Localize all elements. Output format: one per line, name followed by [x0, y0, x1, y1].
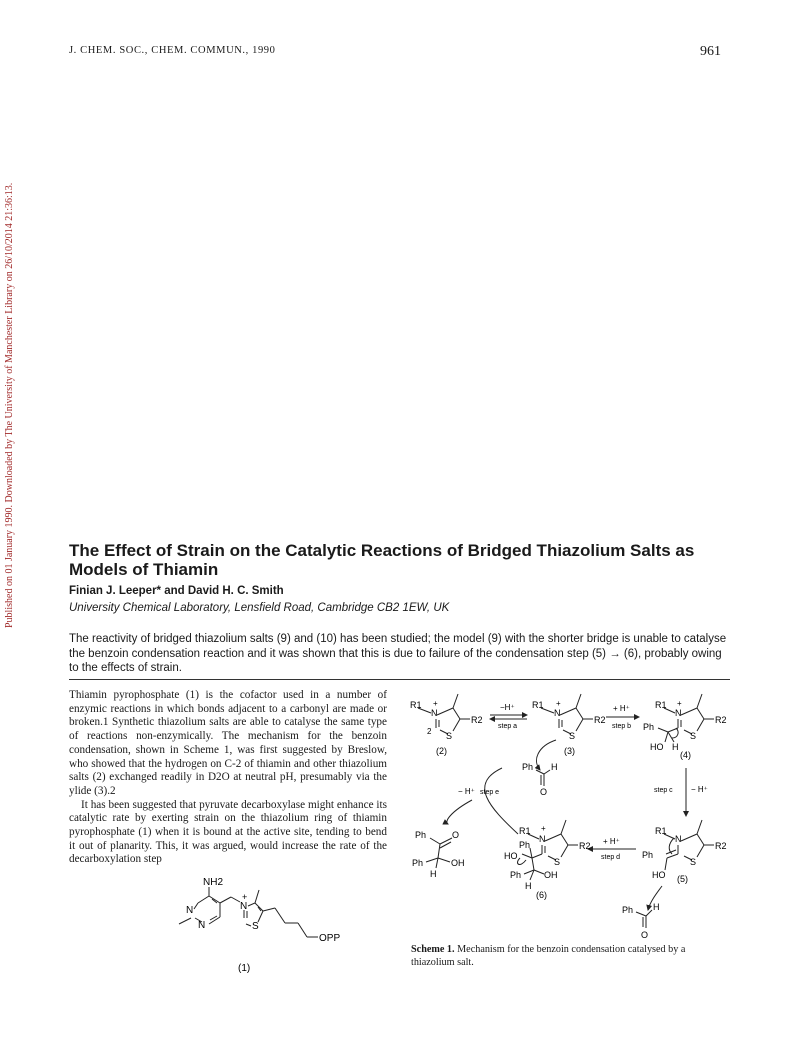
body-paragraph-2: It has been suggested that pyruvate decarboxylase might enhance its catalytic rate by exerting strain on the thiazolium ring of thiamin pyrophosphate (1) when it is bound at the active site, tending to bend it out of planarity. This, it was argued, would increase the rate of the decarboxylation step [69, 798, 387, 866]
step-b-reagent: + H⁺ [613, 704, 630, 713]
s-atom: S [446, 731, 453, 741]
article-abstract: The reactivity of bridged thiazolium salts (9) and (10) has been studied; the model (9) with the shorter bridge is unable to catalyse the benzoin condensation reaction and it was shown that this is due to failure of the condensation step (5) → (6), probably owing to the effects of strain. [69, 633, 727, 675]
ph-label: Ph [415, 830, 427, 840]
s-atom: S [690, 857, 697, 867]
nh2-label: NH2 [203, 877, 224, 888]
ho-label: HO [650, 742, 664, 752]
step-e-label: step e [480, 789, 500, 796]
compound-6-label: (6) [536, 890, 547, 900]
article-authors: Finian J. Leeper* and David H. C. Smith [69, 585, 284, 597]
r1-label: R1 [519, 826, 531, 836]
ph-label: Ph [643, 722, 655, 732]
ph-label: Ph [622, 905, 634, 915]
body-paragraph-1: Thiamin pyrophosphate (1) is the cofactor used in a number of enzymic reactions in which bonds adjacent to a carbonyl are made or broken.1 Synthetic thiazolium salts are able to catalyse the same type of reactions non-enzymically. The mechanism for the benzoin condensation, shown in Scheme 1, was first suggested by Breslow, who showed that the hydrogen on C-2 of thiamin and other thiazolium salts (2) exchanged readily in D2O at neutral pH, presumably via the ylide (3).2 [69, 689, 387, 797]
ph-label: Ph [519, 840, 531, 850]
r2-label: R2 [715, 841, 727, 851]
ho-label: HO [652, 870, 666, 880]
n-atom: N [675, 708, 682, 718]
plus-charge: + [541, 824, 546, 833]
thiazolium-s: S [252, 921, 259, 932]
ph-label: Ph [522, 762, 534, 772]
scheme-1-diagram [410, 688, 740, 940]
thiazolium-n: N [240, 901, 248, 912]
r2-label: R2 [715, 715, 727, 725]
running-head: J. CHEM. SOC., CHEM. COMMUN., 1990 [69, 45, 276, 56]
oh-label: OH [451, 858, 465, 868]
oh-label: OH [544, 870, 558, 880]
h-label: H [430, 869, 437, 879]
section-divider [69, 679, 730, 680]
download-side-note [2, 150, 18, 630]
o-label: O [641, 930, 649, 940]
ph-label: Ph [642, 850, 654, 860]
o-label: O [540, 787, 548, 797]
h-label: H [525, 881, 532, 891]
compound-3-label: (3) [564, 746, 575, 756]
article-title: The Effect of Strain on the Catalytic Reactions of Bridged Thiazolium Salts as Models of Thiamin [69, 541, 695, 579]
n-atom: N [539, 834, 546, 844]
compound-2 [410, 694, 483, 756]
h-label: H [551, 762, 558, 772]
r1-label: R1 [532, 700, 544, 710]
ho-label: HO [504, 851, 518, 861]
n-atom: N [431, 708, 438, 718]
thiamin-structure-1 [160, 868, 350, 988]
compound-5 [642, 820, 727, 884]
benzoin-product [412, 830, 465, 879]
n-atom: N [675, 834, 682, 844]
s-atom: S [569, 731, 576, 741]
step-e-reagent: − H⁺ [458, 787, 475, 796]
benzaldehyde-2 [622, 886, 662, 940]
r2-label: R2 [594, 715, 606, 725]
step-b-label: step b [612, 723, 632, 730]
plus-charge: + [556, 699, 561, 708]
step-a-label: step a [498, 723, 518, 730]
s-atom: S [554, 857, 561, 867]
step-c-label: step c [654, 787, 673, 794]
positive-charge: + [242, 892, 248, 902]
compound-4-label: (4) [680, 750, 691, 760]
ph-label: Ph [510, 870, 522, 880]
compound-2-label: (2) [436, 746, 447, 756]
c2-label: 2 [427, 727, 432, 736]
ph-label: Ph [412, 858, 424, 868]
step-d-reagent: + H⁺ [603, 837, 620, 846]
step-a-reagent: −H⁺ [500, 703, 515, 712]
scheme-caption-label: Scheme 1. [411, 944, 455, 955]
r2-label: R2 [579, 841, 591, 851]
opp-label: OPP [319, 933, 341, 944]
h-label: H [653, 902, 660, 912]
compound-6 [504, 820, 591, 900]
s-atom: S [690, 731, 697, 741]
body-text-column [69, 689, 387, 867]
plus-charge: + [433, 699, 438, 708]
plus-charge: + [677, 699, 682, 708]
article-affiliation: University Chemical Laboratory, Lensfield Road, Cambridge CB2 1EW, UK [69, 602, 450, 614]
r1-label: R1 [655, 700, 667, 710]
compound-4 [643, 694, 727, 760]
scheme-caption [411, 944, 731, 969]
n-atom: N [554, 708, 561, 718]
pyrimidine-n-bottom: N [198, 920, 206, 931]
r1-label: R1 [655, 826, 667, 836]
step-c-reagent: − H⁺ [691, 785, 708, 794]
scheme-caption-text: Mechanism for the benzoin condensation catalysed by a thiazolium salt. [411, 944, 686, 968]
structure-1-label: (1) [238, 963, 251, 974]
r1-label: R1 [410, 700, 422, 710]
r2-label: R2 [471, 715, 483, 725]
h-label: H [672, 742, 679, 752]
benzaldehyde-1 [522, 740, 558, 797]
o-label: O [452, 830, 460, 840]
step-d-label: step d [601, 854, 621, 861]
download-side-note-text[interactable]: Published on 01 January 1990. Downloaded by The University of Manchester Library on 26/10/2014 21:36:13. [4, 182, 15, 628]
pyrimidine-n-top: N [186, 905, 194, 916]
compound-5-label: (5) [677, 874, 688, 884]
page-number: 961 [700, 44, 721, 59]
